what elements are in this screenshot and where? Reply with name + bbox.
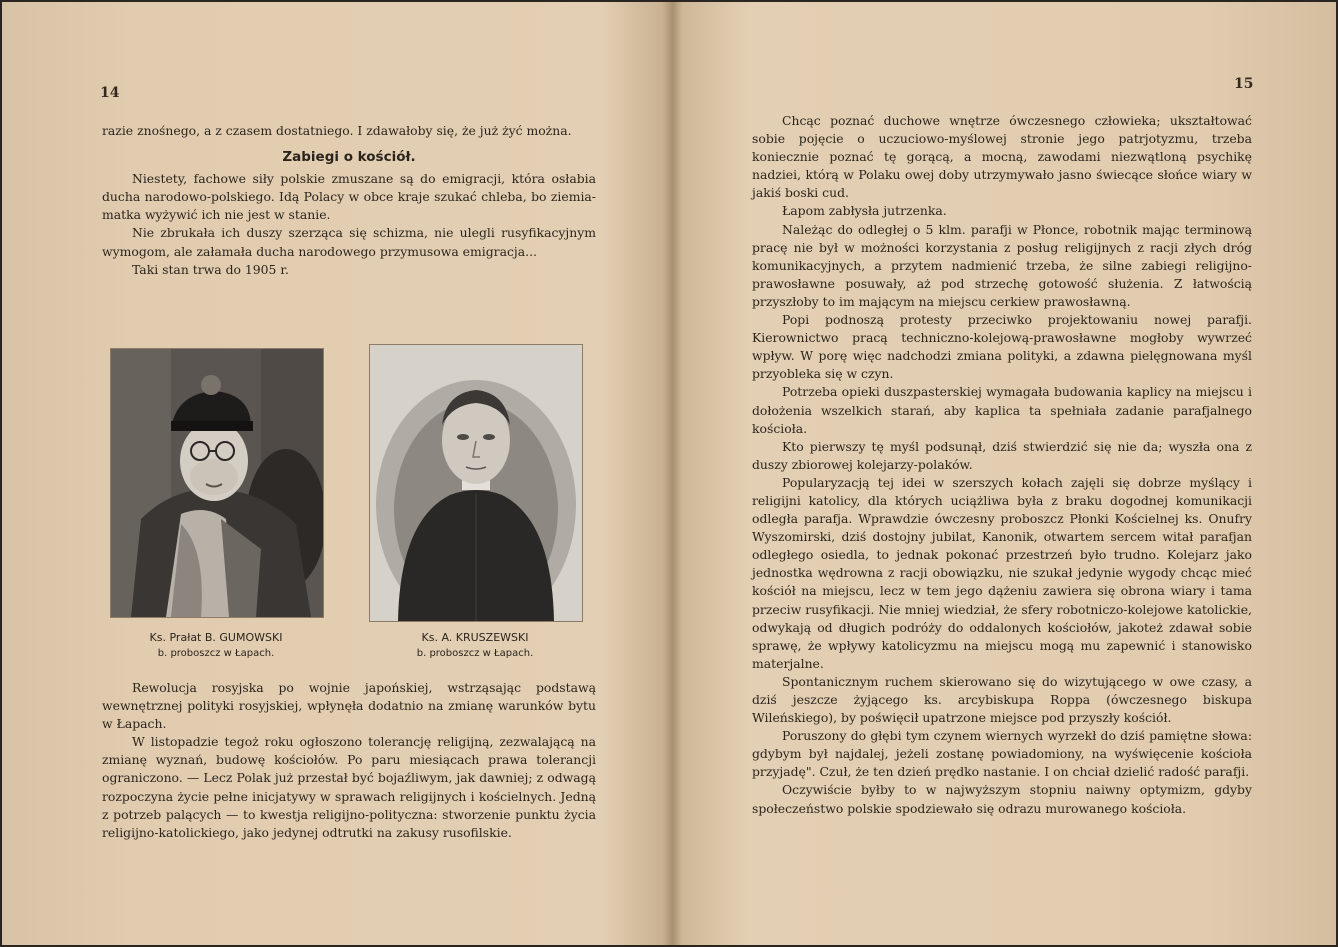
portrait-photo-kruszewski — [369, 344, 583, 622]
right-text — [752, 112, 1252, 818]
paragraph: Oczywiście byłby to w najwyższym stopniu naiwny optymizm, gdyby społeczeństwo polskie spodziewało się odrazu murowanego kościoła. — [752, 782, 1252, 816]
page-number: 15 — [1234, 76, 1254, 92]
paragraph: W listopadzie tegoż roku ogłoszono tolerancję religijną, zezwalającą na zmianę wyznań, budowę kościołów. Po paru miesiącach prawa tolerancji ograniczono. — Lecz Polak już przestał być bojaźliwym, jak dawniej; z odwagą rozpoczyna życie pełne inicjatywy w sprawach religijnych i kościelnych. Jedną z potrzeb palących — to kwestja religijno-polityczna: stworzenie punktu życia religijno-katolickiego, jako jedynej odtrutki na zakusy rusofilskie. — [102, 734, 596, 840]
paragraph: Nie zbrukała ich duszy szerząca się schizma, nie ulegli rusyfikacyjnym wymogom, ale załamała ducha narodowego przymusowa emigracja... — [102, 225, 596, 259]
paragraph: Niestety, fachowe siły polskie zmuszane są do emigracji, która osłabia ducha narodowo-polskiego. Idą Polacy w obce kraje szukać chleba, bo ziemia-matka wyżywić ich nie jest w stanie. — [102, 171, 596, 223]
paragraph: Popi podnoszą protesty przeciwko projektowaniu nowej parafji. Kierownictwo pracą techniczno-kolejową-prawosławne mogłoby wywrzeć wpływ. W porę więc nadchodzi zmiana polityki, a zdawna pielęgnowana myśl przyobleka się w czyn. — [752, 312, 1252, 382]
caption-gumowski — [110, 630, 322, 662]
paragraph: Łapom zabłysła jutrzenka. — [782, 203, 947, 219]
portrait-photo-gumowski — [110, 348, 324, 618]
portrait-gumowski-image — [111, 349, 323, 617]
section-heading: Zabiegi o kościół. — [282, 149, 416, 166]
paragraph: Należąc do odległej o 5 klm. parafji w Płonce, robotnik mając terminową pracę nie był w możności korzystania z posług religijnych z racji złych dróg komunikacyjnych, a przytem nadmienić trzeba, że silne zabiegi religijno-prawosławne posuwały, aż pod strzechę gotowość służenia. Z łatwością przyszłoby to im mającym na miejscu cerkiew prawosławną. — [752, 221, 1252, 309]
paragraph: Poruszony do głębi tym czynem wiernych wyrzekł do dziś pamiętne słowa: gdybym był najdalej, jeżeli zostanę powiadomiony, na wyświęcenie kościoła przyjadę". Czuł, że ten dzień prędko nastanie. I on chciał dzielić radość parafji. — [752, 728, 1252, 780]
paragraph: Rewolucja rosyjska po wojnie japońskiej, wstrząsając podstawą wewnętrznej polityki rosyjskiej, wpłynęła dodatnio na zmianę warunków bytu w Łapach. — [102, 680, 596, 732]
page-number: 14 — [100, 85, 120, 101]
portrait-kruszewski-image — [370, 345, 582, 621]
left-bottom-text — [102, 679, 596, 842]
caption-role: b. proboszcz w Łapach. — [157, 648, 275, 659]
caption-name: Ks. Prałat B. GUMOWSKI — [149, 631, 283, 644]
paragraph: Potrzeba opieki duszpasterskiej wymagała budowania kaplicy na miejscu i dołożenia wszelkich starań, aby kaplica ta spełniała zadanie parafjalnego kościoła. — [752, 384, 1252, 436]
caption-role: b. proboszcz w Łapach. — [416, 648, 534, 659]
paragraph: Chcąc poznać duchowe wnętrze ówczesnego człowieka; ukształtować sobie pojęcie o uczuciowo-myślowej stronie jego patrjotyzmu, trzeba koniecznie poznać tę gorącą, a mocną, zawodami niezwątloną psychikę nadziei, którą w Polaku owej doby utrzymywało jasno świecące słońce wiary w jakiś boski cud. — [752, 113, 1252, 201]
left-top-text — [102, 122, 596, 279]
paragraph: Taki stan trwa do 1905 r. — [132, 261, 289, 277]
book-spread — [2, 2, 1336, 945]
caption-name: Ks. A. KRUSZEWSKI — [421, 631, 529, 644]
paragraph: Spontanicznym ruchem skierowano się do wizytującego w owe czasy, a dziś jeszcze żyjącego ks. arcybiskupa Roppa (ówczesnego biskupa Wileńskiego), by poświęcił upatrzone miejsce pod przyszły kościół. — [752, 673, 1252, 726]
paragraph: razie znośnego, a z czasem dostatniego. I zdawałoby się, że już żyć można. — [102, 123, 572, 138]
caption-kruszewski — [369, 630, 581, 662]
paragraph: Popularyzacją tej idei w szerszych kołach zajęli się dobrze myślący i religijni katolicy, dla których uciążliwa była z braku dogodnej komunikacji odległa parafja. Wprawdzie ówczesny proboszcz Płonki Kościelnej ks. Onufry Wyszomirski, dziś dostojny jubilat, Kanonik, otwartem sercem witał parafjan odległego osiedla, to jednak pokonać przestrzeń było trudno. Kolejarz jako jednostka wędrowna z racji obowiązku, nie szukał jedynie wygody chcąc mieć kościół na miejscu, lecz w tem jego dążeniu zawiera się obrona wiary i tama przeciw rusyfikacji. Nie mniej wiedział, że sfery robotniczo-kolejowe katolickie, odwykają od długich podróży do oddalonych kościołów, jakoteż zdawał sobie sprawę, że wpływy katolicyzmu na miejscu mogą mu zapewnić i stanowisko materjalne. — [752, 474, 1252, 671]
left-page — [2, 2, 672, 945]
right-page — [674, 2, 1336, 945]
paragraph: Kto pierwszy tę myśl podsunął, dziś stwierdzić się nie da; wyszła ona z duszy zbiorowej kolejarzy-polaków. — [752, 438, 1252, 472]
